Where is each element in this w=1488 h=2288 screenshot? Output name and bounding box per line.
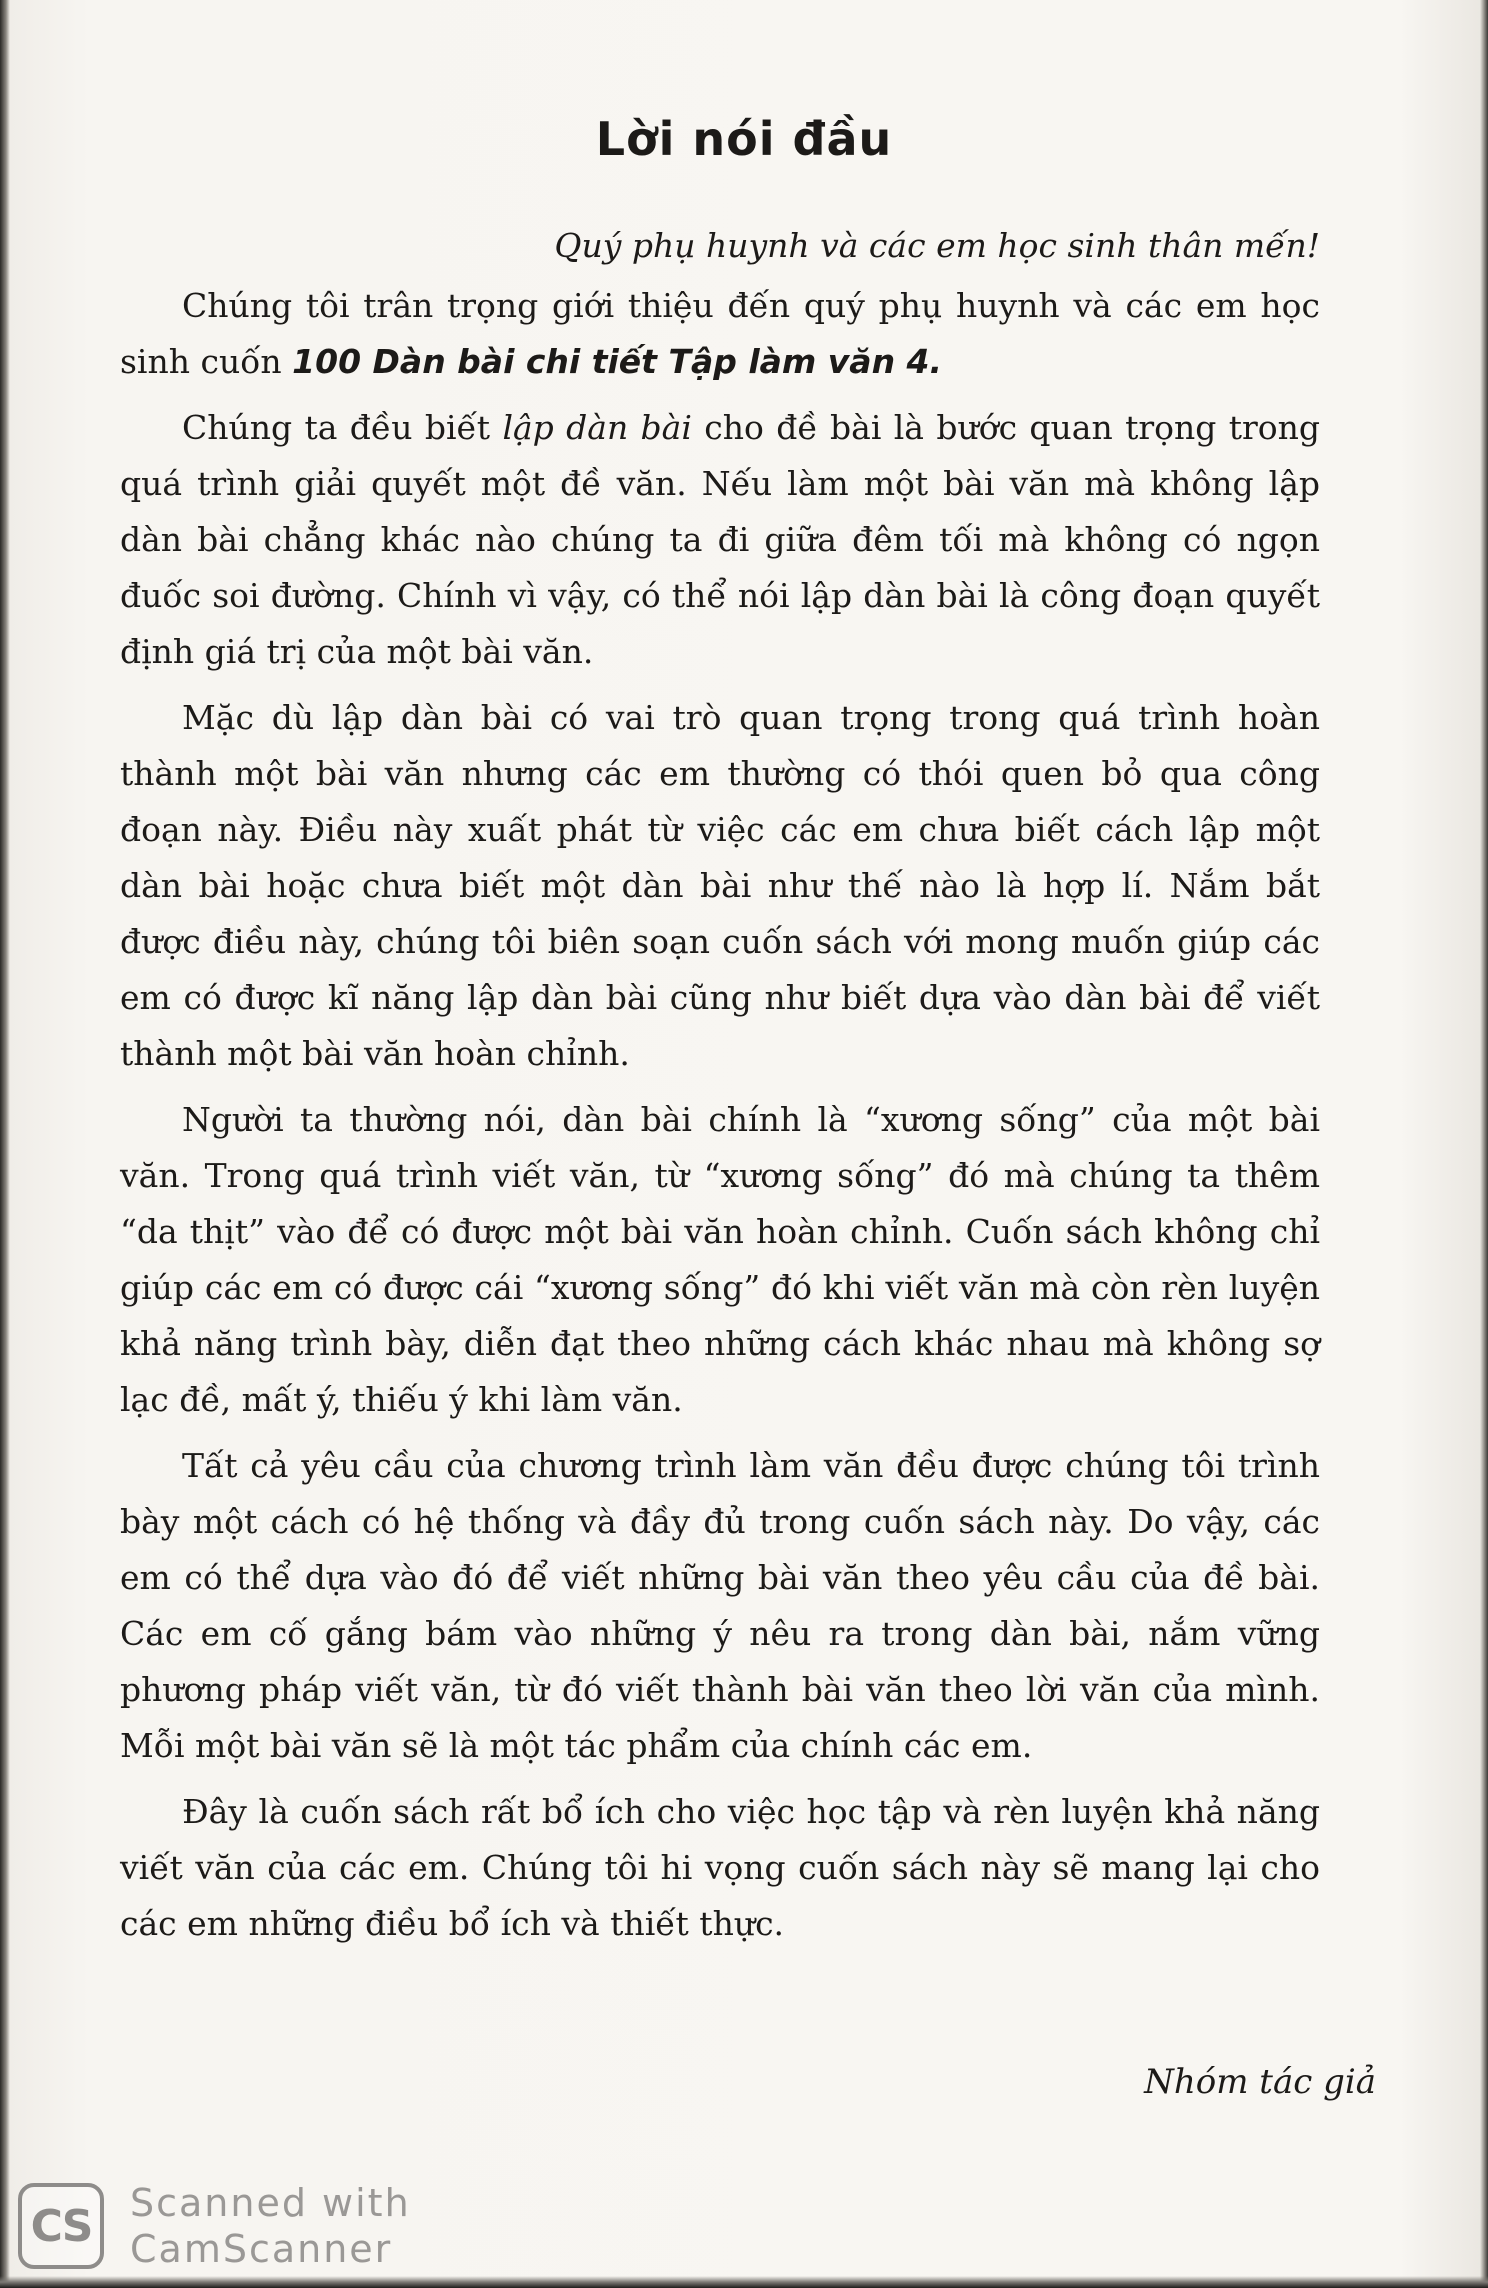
paragraph-5: Tất cả yêu cầu của chương trình làm văn đều được chúng tôi trình bày một cách có hệ thống và đầy đủ trong cuốn sách này. Do vậy, các em có thể dựa vào đó để viết những bài văn theo yêu cầu của đề bài. Các em cố gắng bám vào những ý nêu ra trong dàn bài, nắm vững phương pháp viết văn, từ đó viết thành bài văn theo lời văn của mình. Mỗi một bài văn sẽ là một tác phẩm của chính các em. [120,1446,1320,1765]
paragraph-2-text-before: Chúng ta đều biết [182,408,503,447]
watermark-line-1: Scanned with [130,2181,411,2225]
camscanner-watermark [18,2178,411,2274]
watermark-text [130,2180,411,2272]
greeting: Quý phụ huynh và các em học sinh thân mến! [554,226,1320,265]
paragraph-2-text-after: cho đề bài là bước quan trọng trong quá trình giải quyết một đề văn. Nếu làm một bài văn mà không lập dàn bài chẳng khác nào chúng ta đi giữa đêm tối mà không có ngọn đuốc soi đường. Chính vì vậy, có thể nói lập dàn bài là công đoạn quyết định giá trị của một bài văn. [120,408,1320,671]
book-title: 100 Dàn bài chi tiết Tập làm văn 4. [292,342,943,381]
paragraph-3: Mặc dù lập dàn bài có vai trò quan trọng trong quá trình hoàn thành một bài văn nhưng các em thường có thói quen bỏ qua công đoạn này. Điều này xuất phát từ việc các em chưa biết cách lập một dàn bài hoặc chưa biết một dàn bài như thế nào là hợp lí. Nắm bắt được điều này, chúng tôi biên soạn cuốn sách với mong muốn giúp các em có được kĩ năng lập dàn bài cũng như biết dựa vào dàn bài để viết thành một bài văn hoàn chỉnh. [120,698,1320,1073]
camscanner-logo-icon: CS [18,2183,104,2269]
signature: Nhóm tác giả [1144,2062,1376,2102]
paragraph-4: Người ta thường nói, dàn bài chính là “xương sống” của một bài văn. Trong quá trình viết văn, từ “xương sống” đó mà chúng ta thêm “da thịt” vào để có được một bài văn hoàn chỉnh. Cuốn sách không chỉ giúp các em có được cái “xương sống” đó khi viết văn mà còn rèn luyện khả năng trình bày, diễn đạt theo những cách khác nhau mà không sợ lạc đề, mất ý, thiếu ý khi làm văn. [120,1100,1320,1419]
bottom-page-shadow [0,2276,1488,2288]
paragraph-2 [120,400,1320,680]
paragraph-2-emphasis: lập dàn bài [502,408,692,447]
page-title: Lời nói đầu [595,112,893,166]
watermark-line-2: CamScanner [130,2227,393,2271]
paragraph-1 [120,278,1320,390]
left-page-shadow [0,0,10,2288]
document-body [120,218,1320,1962]
paragraph-6: Đây là cuốn sách rất bổ ích cho việc học tập và rèn luyện khả năng viết văn của các em. Chúng tôi hi vọng cuốn sách này sẽ mang lại cho các em những điều bổ ích và thiết thực. [120,1792,1320,1943]
right-page-shadow [1480,0,1488,2288]
paragraph-1-text: Chúng tôi trân trọng giới thiệu đến quý phụ huynh và các em học sinh cuốn [120,286,1320,381]
